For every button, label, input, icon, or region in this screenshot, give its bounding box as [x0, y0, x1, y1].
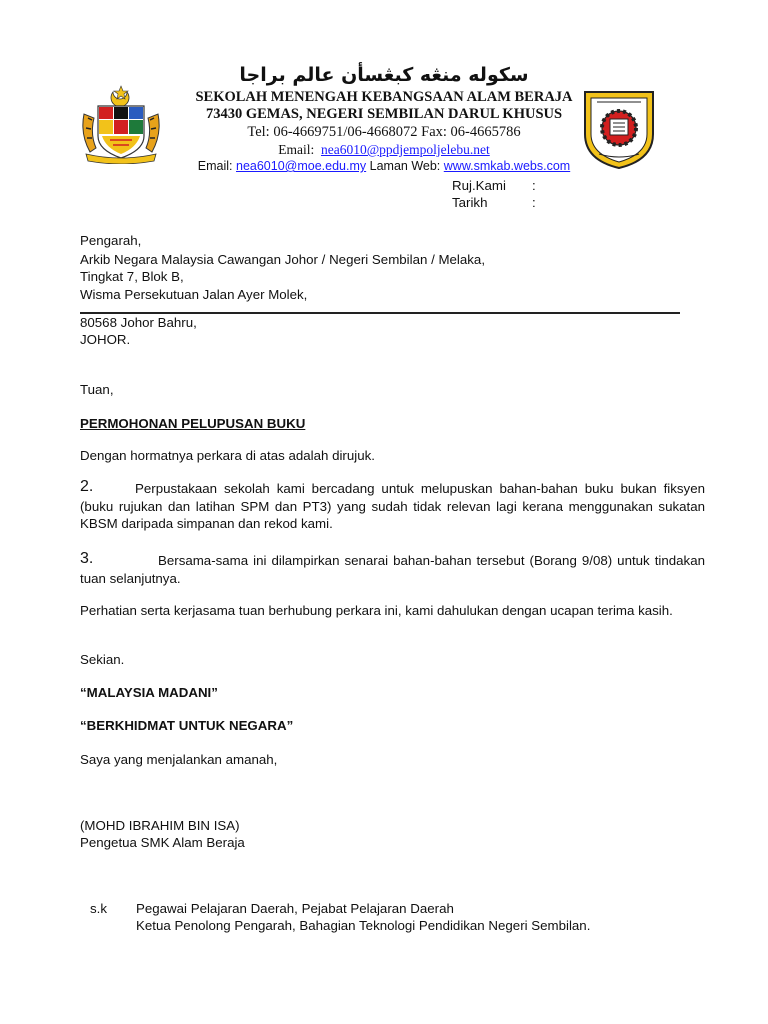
- school-address: 73430 GEMAS, NEGERI SEMBILAN DARUL KHUSUS: [205, 106, 563, 122]
- signatory-position: Pengetua SMK Alam Beraja: [80, 835, 245, 850]
- school-phone: Tel: 06-4669751/06-4668072 Fax: 06-4665786: [247, 124, 521, 140]
- paragraph-2-text: Perpustakaan sekolah kami bercadang untuk melupuskan bahan-bahan buku bukan fiksyen (buku rujukan dan latihan SPM dan PT3) yang sudah tidak relevan lagi kerana menggunakan sukatan KBSM daripada simpanan dan rekod kami.: [80, 481, 705, 531]
- salutation: Tuan,: [80, 382, 114, 397]
- paragraph-3-text: Bersama-sama ini dilampirkan senarai bahan-bahan tersebut (Borang 9/08) untuk tindakan tuan selanjutnya.: [80, 553, 705, 586]
- ref-ruj-colon: :: [532, 178, 536, 193]
- recipient-line-5: 80568 Johor Bahru,: [80, 315, 197, 330]
- email-label: Email:: [278, 142, 315, 157]
- subject-line: PERMOHONAN PELUPUSAN BUKU: [80, 416, 306, 431]
- cc-line-1: Pegawai Pelajaran Daerah, Pejabat Pelajaran Daerah: [136, 901, 454, 916]
- recipient-line-2: Arkib Negara Malaysia Cawangan Johor / Negeri Sembilan / Melaka,: [80, 252, 486, 267]
- ref-ruj-label: Ruj.Kami: [452, 178, 506, 193]
- motto-2: “BERKHIDMAT UNTUK NEGARA”: [80, 718, 294, 733]
- motto-1: “MALAYSIA MADANI”: [80, 685, 218, 700]
- web-link[interactable]: www.smkab.webs.com: [443, 159, 571, 173]
- recipient-line-4: Wisma Persekutuan Jalan Ayer Molek,: [80, 287, 308, 302]
- recipient-line-1: Pengarah,: [80, 233, 142, 248]
- closing: Sekian.: [80, 652, 125, 667]
- cc-line-2: Ketua Penolong Pengarah, Bahagian Teknologi Pendidikan Negeri Sembilan.: [136, 918, 591, 933]
- school-name-jawi: سكوله منڠه كبڠسأن عالم براجا: [239, 64, 529, 86]
- web-label: Laman Web:: [369, 159, 441, 173]
- paragraph-1: Dengan hormatnya perkara di atas adalah dirujuk.: [80, 448, 375, 463]
- email-link[interactable]: nea6010@ppdjempoljelebu.net: [320, 142, 490, 157]
- email2-label: Email:: [197, 159, 233, 173]
- paragraph-2-number: 2.: [80, 478, 94, 495]
- ref-tarikh-label: Tarikh: [452, 195, 488, 210]
- recipient-line-3: Tingkat 7, Blok B,: [80, 269, 184, 284]
- paragraph-3-number: 3.: [80, 550, 94, 567]
- school-name: SEKOLAH MENENGAH KEBANGSAAN ALAM BERAJA: [195, 89, 573, 105]
- ref-tarikh-colon: :: [532, 195, 536, 210]
- recipient-line-6: JOHOR.: [80, 332, 131, 347]
- cc-label: s.k: [90, 901, 107, 916]
- email2-link[interactable]: nea6010@moe.edu.my: [236, 159, 367, 173]
- sign-off: Saya yang menjalankan amanah,: [80, 752, 278, 767]
- school-logo: [579, 86, 659, 170]
- paragraph-4: Perhatian serta kerjasama tuan berhubung perkara ini, kami dahulukan dengan ucapan terima kasih.: [80, 603, 673, 618]
- signatory-name: (MOHD IBRAHIM BIN ISA): [80, 818, 240, 833]
